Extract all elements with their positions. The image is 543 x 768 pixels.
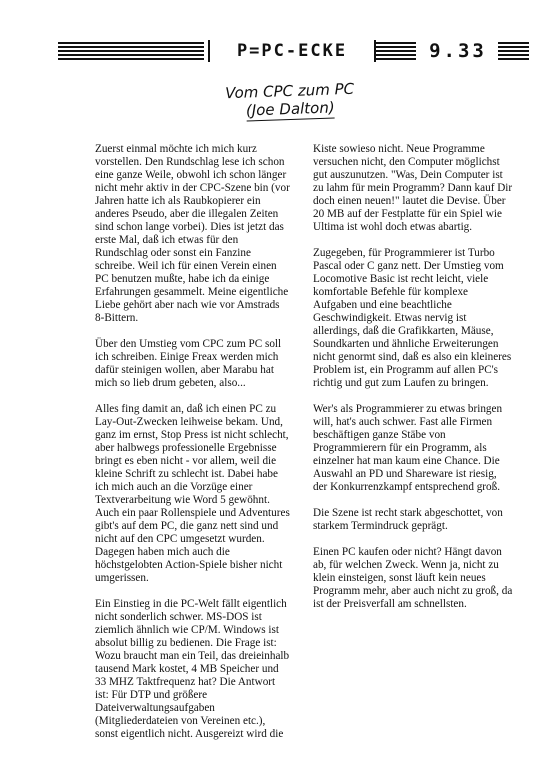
paragraph: Ein Einstieg in die PC-Welt fällt eigentlich nicht sonderlich schwer. MS-DOS ist ziemlich ähnlich wie CP/M. Windows ist absolut billig zu bedienen. Die Frage ist: Wozu braucht man ein Teil, das dreieinhalb tausend Mark kostet, 4 MB Speicher und 33 MHZ Taktfrequenz hat? Die Antwort ist: Für DTP und größere Dateiverwaltungsaufgaben (Mitgliederdateien von Vereinen etc.), sonst eigentlich nicht. Ausgereizt wird die bbox=[95, 598, 290, 740]
paragraph: Zuerst einmal möchte ich mich kurz vorstellen. Den Rundschlag lese ich schon eine ganze Weile, obwohl ich schon länger nicht mehr aktiv in der CPC-Szene bin (vor Jahren hatte ich als Raubkopierer ein anderes Pseudo, aber die illegalen Zeiten sind schon lange vorbei). Dies ist jetzt das erste Mal, daß ich etwas für den Rundschlag oder sonst ein Fanzine schreibe. Weil ich für einen Verein einen PC benutzen mußte, habe ich da einige Erfahrungen gesammelt. Meine eigentliche Liebe gehört aber nach wie vor Amstrads 8-Bittern. bbox=[95, 143, 290, 324]
paragraph: Alles fing damit an, daß ich einen PC zu Lay-Out-Zwecken leihweise bekam. Und, ganz im ernst, Stop Press ist nicht schlecht, aber halbwegs professionelle Ergebnisse bringt es eben nicht - vor allem, weil die kleine Schrift zu schlecht ist. Dabei habe ich mich auch an die Vorzüge einer Textverarbeitung wie Word 5 gewöhnt. Auch ein paar Rollenspiele und Adventures gibt's auf dem PC, die ganz nett sind und nicht auf den CPC umgesetzt wurden. Dagegen haben mich auch die höchstgelobten Action-Spiele bisher nicht umgerissen. bbox=[95, 403, 290, 584]
header-stripes-left bbox=[58, 42, 204, 60]
article-author: (Joe Dalton) bbox=[245, 98, 335, 120]
paragraph: Einen PC kaufen oder nicht? Hängt davon ab, für welchen Zweck. Wenn ja, nicht zu klein einsteigen, sonst läuft kein neues Programm mehr, aber auch nicht zu groß, da ist der Preisverfall am schnellsten. bbox=[313, 546, 513, 610]
header-stripes-middle bbox=[376, 42, 416, 60]
article-title-main: Vom CPC zum PC bbox=[224, 79, 355, 103]
paragraph: Zugegeben, für Programmierer ist Turbo Pascal oder C ganz nett. Der Umstieg vom Locomotive Basic ist recht leicht, viele komfortable Befehle für komplexe Aufgaben und eine beachtliche Geschwindigkeit. Etwas nervig ist allerdings, daß die Grafikkarten, Mäuse, Soundkarten und ähnliche Erweiterungen nicht genormt sind, daß es also ein kleineres Problem ist, ein Programm auf allen PC's richtig und gut zum Laufen zu bringen. bbox=[313, 247, 512, 389]
paragraph: Kiste sowieso nicht. Neue Programme versuchen nicht, den Computer möglichst gut auszunutzen. "Was, Dein Computer ist zu lahm für mein Programm? Dann kauf Dir doch einen neuen!" lautet die Devise. Über 20 MB auf der Festplatte für ein Spiel wie Ultima ist wohl doch etwas abartig. bbox=[313, 143, 513, 233]
page-number: 9.33 bbox=[429, 40, 487, 62]
text-column-left bbox=[95, 143, 290, 754]
text-column-right bbox=[313, 143, 513, 624]
header-stripes-right bbox=[498, 42, 529, 60]
paragraph: Über den Umstieg vom CPC zum PC soll ich schreiben. Einige Freax werden mich dafür steinigen wollen, aber Marabu hat mich so lieb drum gebeten, also... bbox=[95, 338, 282, 389]
page-header bbox=[58, 38, 529, 66]
section-label: P=PC-ECKE bbox=[208, 40, 376, 62]
article-title bbox=[199, 79, 380, 123]
paragraph: Die Szene ist recht stark abgeschottet, von starkem Termindruck geprägt. bbox=[313, 507, 503, 532]
paragraph: Wer's als Programmierer zu etwas bringen will, hat's auch schwer. Fast alle Firmen beschäftigen ganze Stäbe von Programmierern für ein Programm, als einzelner hat man kaum eine Chance. Die Auswahl an PD und Shareware ist riesig, der Konkurrenzkampf entsprechend groß. bbox=[313, 403, 503, 493]
